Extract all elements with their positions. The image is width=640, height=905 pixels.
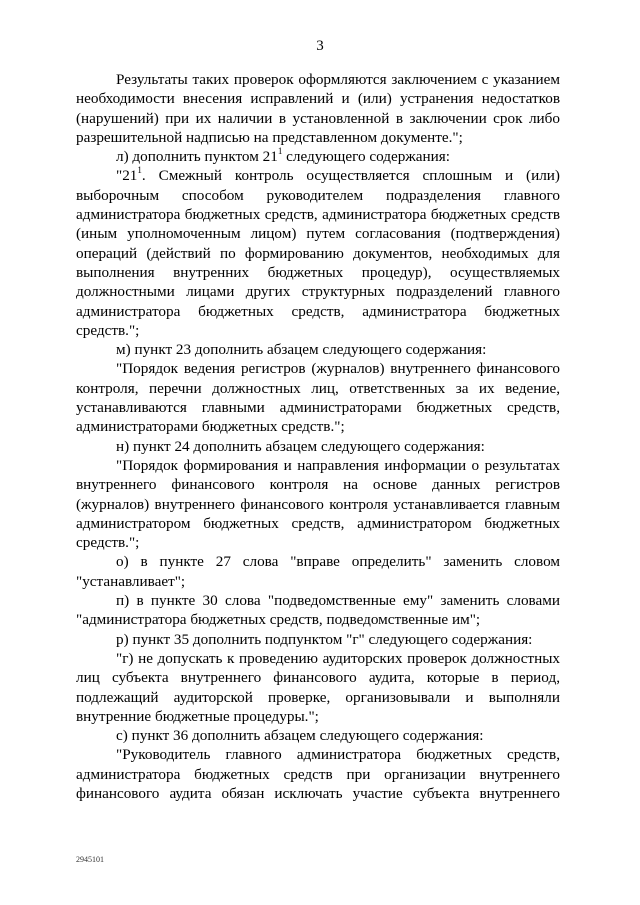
document-body	[76, 70, 560, 803]
item-l-text: л) дополнить пунктом 21	[116, 148, 278, 166]
paragraph-item-m: м) пункт 23 дополнить абзацем следующего содержания:	[116, 341, 487, 359]
paragraph-item-r: р) пункт 35 дополнить подпунктом "г" следующего содержания:	[116, 630, 533, 648]
point-21-1-text: . Смежный контроль осуществляется сплошным и (или) выборочным способом руководителем подразделения главного администратора бюджетных средств, администратора бюджетных средств (иным уполномоченным лицом) путем согласования (подтверждения) операций (действий по формированию документов, необходимых для выполнения внутренних бюджетных процедур), осуществляемых должностными лицами других структурных подразделений главного администратора бюджетных средств, администратора бюджетных средств.";	[76, 167, 560, 339]
document-code: 2945101	[76, 855, 104, 864]
paragraph-item-p: п) в пункте 30 слова "подведомственные ему" заменить словами "администратора бюджетных средств, подведомственные им";	[76, 592, 560, 629]
paragraph-conclusion: Результаты таких проверок оформляются заключением с указанием необходимости внесения исправлений и (или) устранения недостатков (нарушений) при их наличии в установленной в заключении срок либо разрешительной надписью на представленном документе.";	[76, 71, 560, 146]
superscript-1: 1	[137, 165, 142, 176]
item-l-text-end: следующего содержания:	[282, 148, 450, 166]
page-number: 3	[316, 38, 324, 54]
paragraph-item-l	[76, 147, 560, 166]
paragraph-item-o: о) в пункте 27 слова "вправе определить" заменить словом "устанавливает";	[76, 553, 560, 590]
paragraph-item-s: с) пункт 36 дополнить абзацем следующего содержания:	[116, 727, 484, 745]
point-21-1-number: "21	[116, 167, 138, 185]
paragraph-information-order: "Порядок формирования и направления информации о результатах внутреннего финансового контроля на основе данных регистров (журналов) внутреннего финансового контроля устанавливается главным администратором бюджетных средств, администратором бюджетных средств.";	[76, 456, 560, 552]
paragraph-point-21-1	[76, 166, 560, 340]
paragraph-head-obligation: "Руководитель главного администратора бюджетных средств, администратора бюджетных средств при организации внутреннего финансового аудита обязан исключать участие субъекта внутреннего	[76, 746, 560, 802]
paragraph-subpoint-g: "г) не допускать к проведению аудиторских проверок должностных лиц субъекта внутреннего финансового аудита, которые в период, подлежащий аудиторской проверке, организовывали и выполняли внутренние бюджетные процедуры.";	[76, 649, 560, 725]
paragraph-registers-order: "Порядок ведения регистров (журналов) внутреннего финансового контроля, перечни должностных лиц, ответственных за их ведение, устанавливаются главными администраторами бюджетных средств, администраторами бюджетных средств.";	[76, 360, 560, 436]
paragraph-item-n: н) пункт 24 дополнить абзацем следующего содержания:	[116, 437, 485, 455]
superscript-1: 1	[277, 146, 283, 157]
